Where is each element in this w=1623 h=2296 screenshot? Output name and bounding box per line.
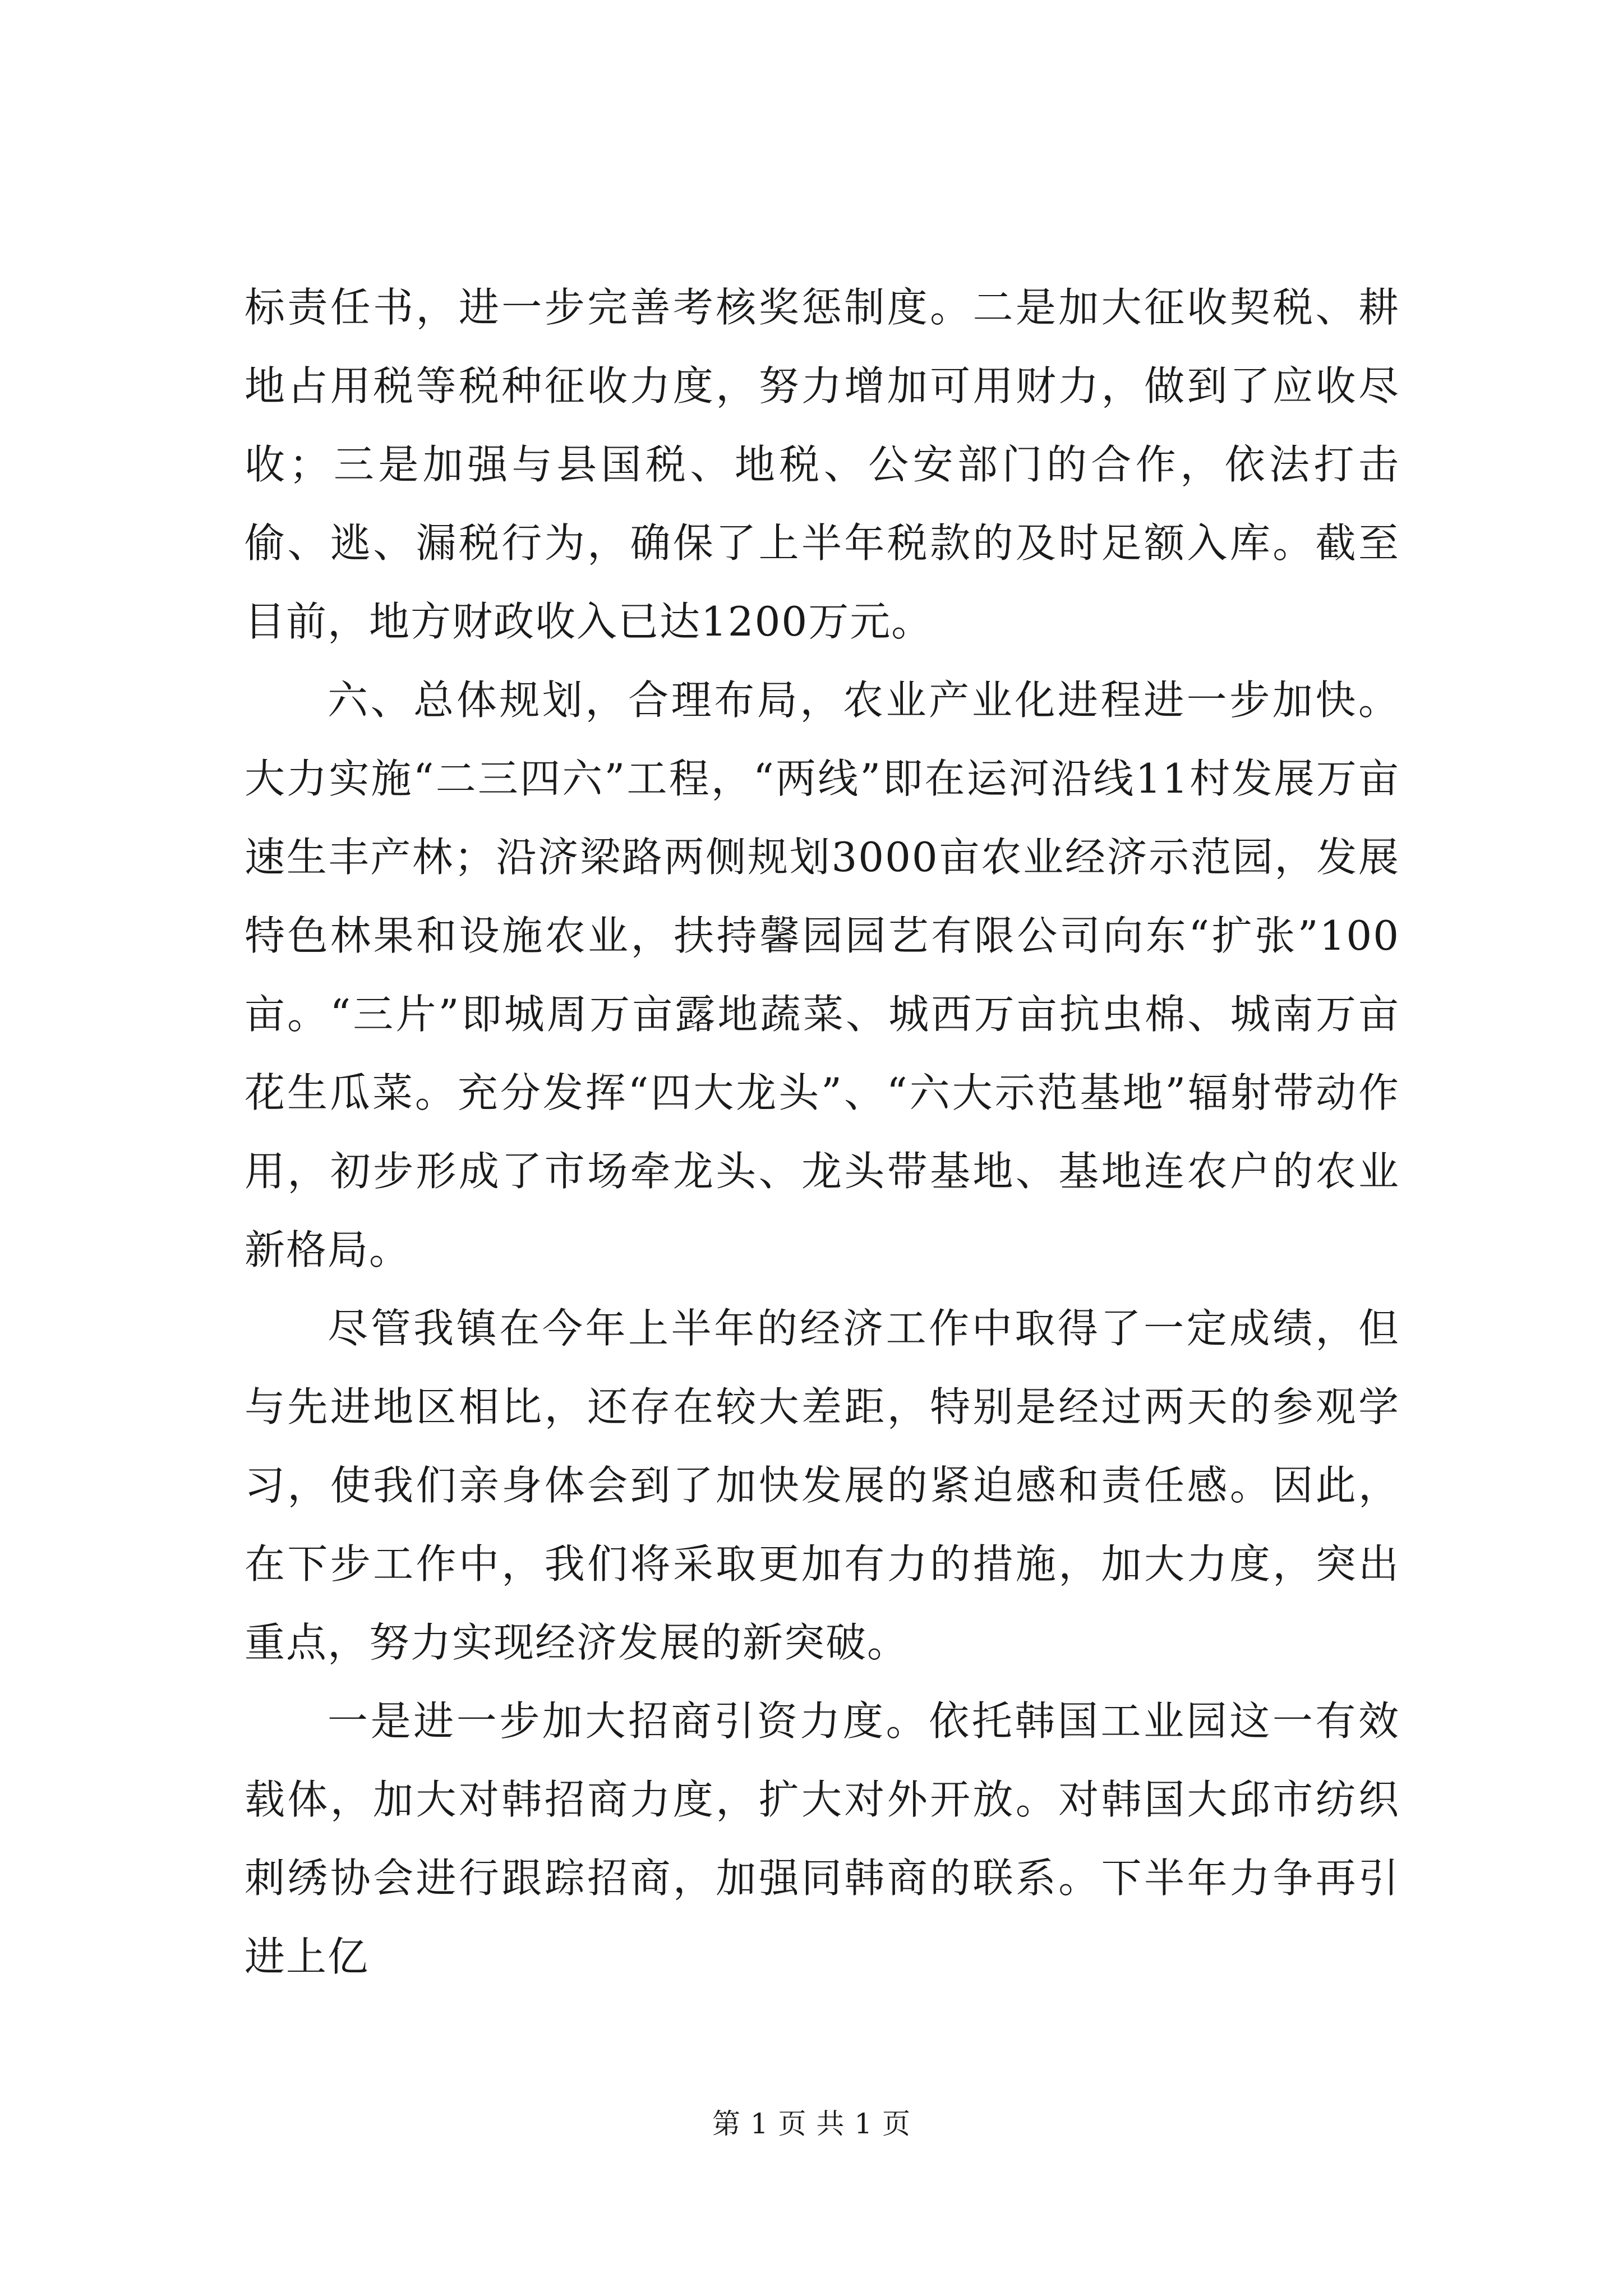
- document-body: [245, 268, 1400, 1996]
- page-footer: 第 1 页 共 1 页: [712, 2108, 911, 2140]
- paragraph-gaps-and-next-steps: 尽管我镇在今年上半年的经济工作中取得了一定成绩，但与先进地区相比，还存在较大差距，特别是经过两天的参观学习，使我们亲身体会到了加快发展的紧迫感和责任感。因此，在下步工作中，我们将采取更加有力的措施，加大力度，突出重点，努力实现经济发展的新突破。: [245, 1305, 1400, 1666]
- paragraph-continued-tax-collection: 标责任书，进一步完善考核奖惩制度。二是加大征收契税、耕地占用税等税种征收力度，努力增加可用财力，做到了应收尽收；三是加强与县国税、地税、公安部门的合作，依法打击偷、逃、漏税行为，确保了上半年税款的及时足额入库。截至目前，地方财政收入已达1200万元。: [245, 284, 1400, 645]
- paragraph-agricultural-industrialization: 六、总体规划，合理布局，农业产业化进程进一步加快。大力实施“二三四六”工程，“两线”即在运河沿线11村发展万亩速生丰产林；沿济梁路两侧规划3000亩农业经济示范园，发展特色林果和设施农业，扶持馨园园艺有限公司向东“扩张”100亩。“三片”即城周万亩露地蔬菜、城西万亩抗虫棉、城南万亩花生瓜菜。充分发挥“四大龙头”、“六大示范基地”辐射带动作用，初步形成了市场牵龙头、龙头带基地、基地连农户的农业新格局。: [245, 677, 1400, 1273]
- paragraph-investment-attraction: 一是进一步加大招商引资力度。依托韩国工业园这一有效载体，加大对韩招商力度，扩大对外开放。对韩国大邱市纺织刺绣协会进行跟踪招商，加强同韩商的联系。下半年力争再引进上亿: [245, 1697, 1400, 1980]
